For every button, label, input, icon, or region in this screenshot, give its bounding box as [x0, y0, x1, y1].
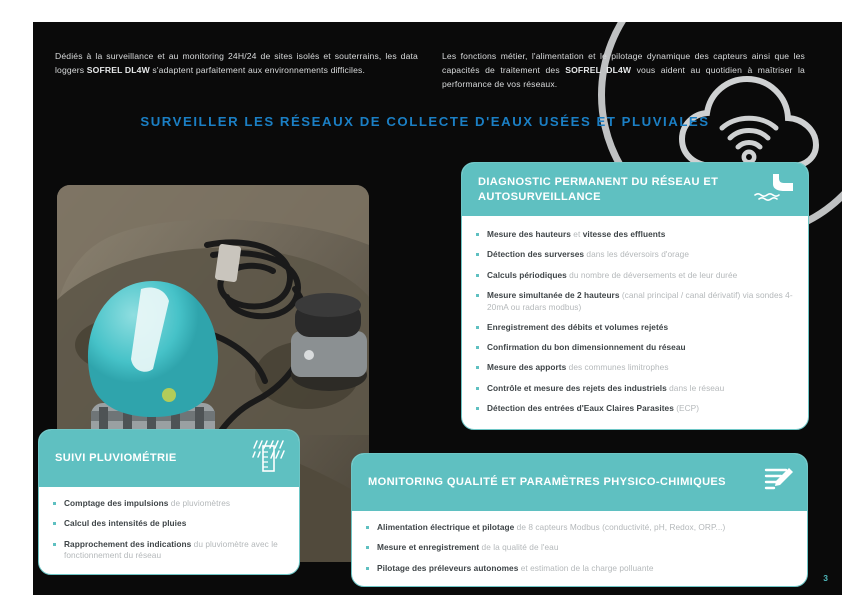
intro-paragraph-left: Dédiés à la surveillance et au monitoring 24H/24 de sites isolés et souterrains, les data loggers SOFREL DL4W s'adaptent parfaitement aux environnements difficiles. — [55, 51, 418, 76]
intro-text-block — [55, 49, 810, 92]
card-quality-title: MONITORING QUALITÉ ET PARAMÈTRES PHYSICO-CHIMIQUES — [368, 476, 726, 489]
slide-dark-panel — [33, 22, 842, 595]
list-item: Comptage des impulsions de pluviomètres — [53, 498, 284, 510]
list-item: Détection des surverses dans les déversoirs d'orage — [476, 249, 793, 261]
list-item: Mesure simultanée de 2 hauteurs (canal principal / canal dérivatif) via sondes 4-20mA ou radars modbus) — [476, 290, 793, 314]
card-diagnostic-list — [476, 229, 793, 415]
document-pencil-icon — [764, 465, 794, 500]
list-item: Calcul des intensités de pluies — [53, 518, 284, 530]
card-monitoring-qualite — [351, 453, 808, 587]
card-suivi-pluviometrie — [38, 429, 300, 575]
card-quality-list — [366, 522, 792, 574]
list-item: Confirmation du bon dimensionnement du réseau — [476, 342, 793, 354]
card-pluvio-title: SUIVI PLUVIOMÉTRIE — [55, 452, 177, 465]
list-item: Détection des entrées d'Eaux Claires Parasites (ECP) — [476, 403, 793, 415]
list-item: Contrôle et mesure des rejets des industriels dans le réseau — [476, 383, 793, 395]
slide-title: SURVEILLER LES RÉSEAUX DE COLLECTE D'EAUX USÉES ET PLUVIALES — [140, 114, 710, 129]
intro-paragraph-right: Les fonctions métier, l'alimentation et le pilotage dynamique des capteurs ainsi que les capacités de traitement des SOFREL DL4W vous aident au quotidien à maîtriser la performance de vos réseaux. — [442, 51, 805, 90]
list-item: Enregistrement des débits et volumes rejetés — [476, 322, 793, 334]
intro-column-right — [442, 49, 805, 92]
list-item: Alimentation électrique et pilotage de 8 capteurs Modbus (conductivité, pH, Redox, ORP...) — [366, 522, 792, 534]
rain-gauge-icon — [252, 439, 286, 478]
list-item: Pilotage des préleveurs autonomes et estimation de la charge polluante — [366, 563, 792, 575]
card-pluvio-body — [39, 487, 299, 574]
card-diagnostic-body — [462, 216, 808, 429]
page-number: 3 — [823, 573, 828, 583]
intro-column-left — [55, 49, 418, 92]
card-diagnostic-header — [462, 163, 808, 216]
card-pluvio-list — [53, 498, 284, 562]
card-diagnostic-permanent — [461, 162, 809, 430]
list-item: Mesure des apports des communes limitrophes — [476, 362, 793, 374]
list-item: Rapprochement des indications du pluviomètre avec le fonctionnement du réseau — [53, 539, 284, 563]
card-pluvio-header — [39, 430, 299, 487]
list-item: Calculs périodiques du nombre de déversements et de leur durée — [476, 270, 793, 282]
card-quality-header — [352, 454, 807, 511]
card-quality-body — [352, 511, 807, 586]
list-item: Mesure des hauteurs et vitesse des effluents — [476, 229, 793, 241]
list-item: Mesure et enregistrement de la qualité de l'eau — [366, 542, 792, 554]
card-diagnostic-title: DIAGNOSTIC PERMANENT DU RÉSEAU ET AUTOSURVEILLANCE — [478, 175, 719, 203]
pipe-discharge-icon — [751, 172, 795, 207]
